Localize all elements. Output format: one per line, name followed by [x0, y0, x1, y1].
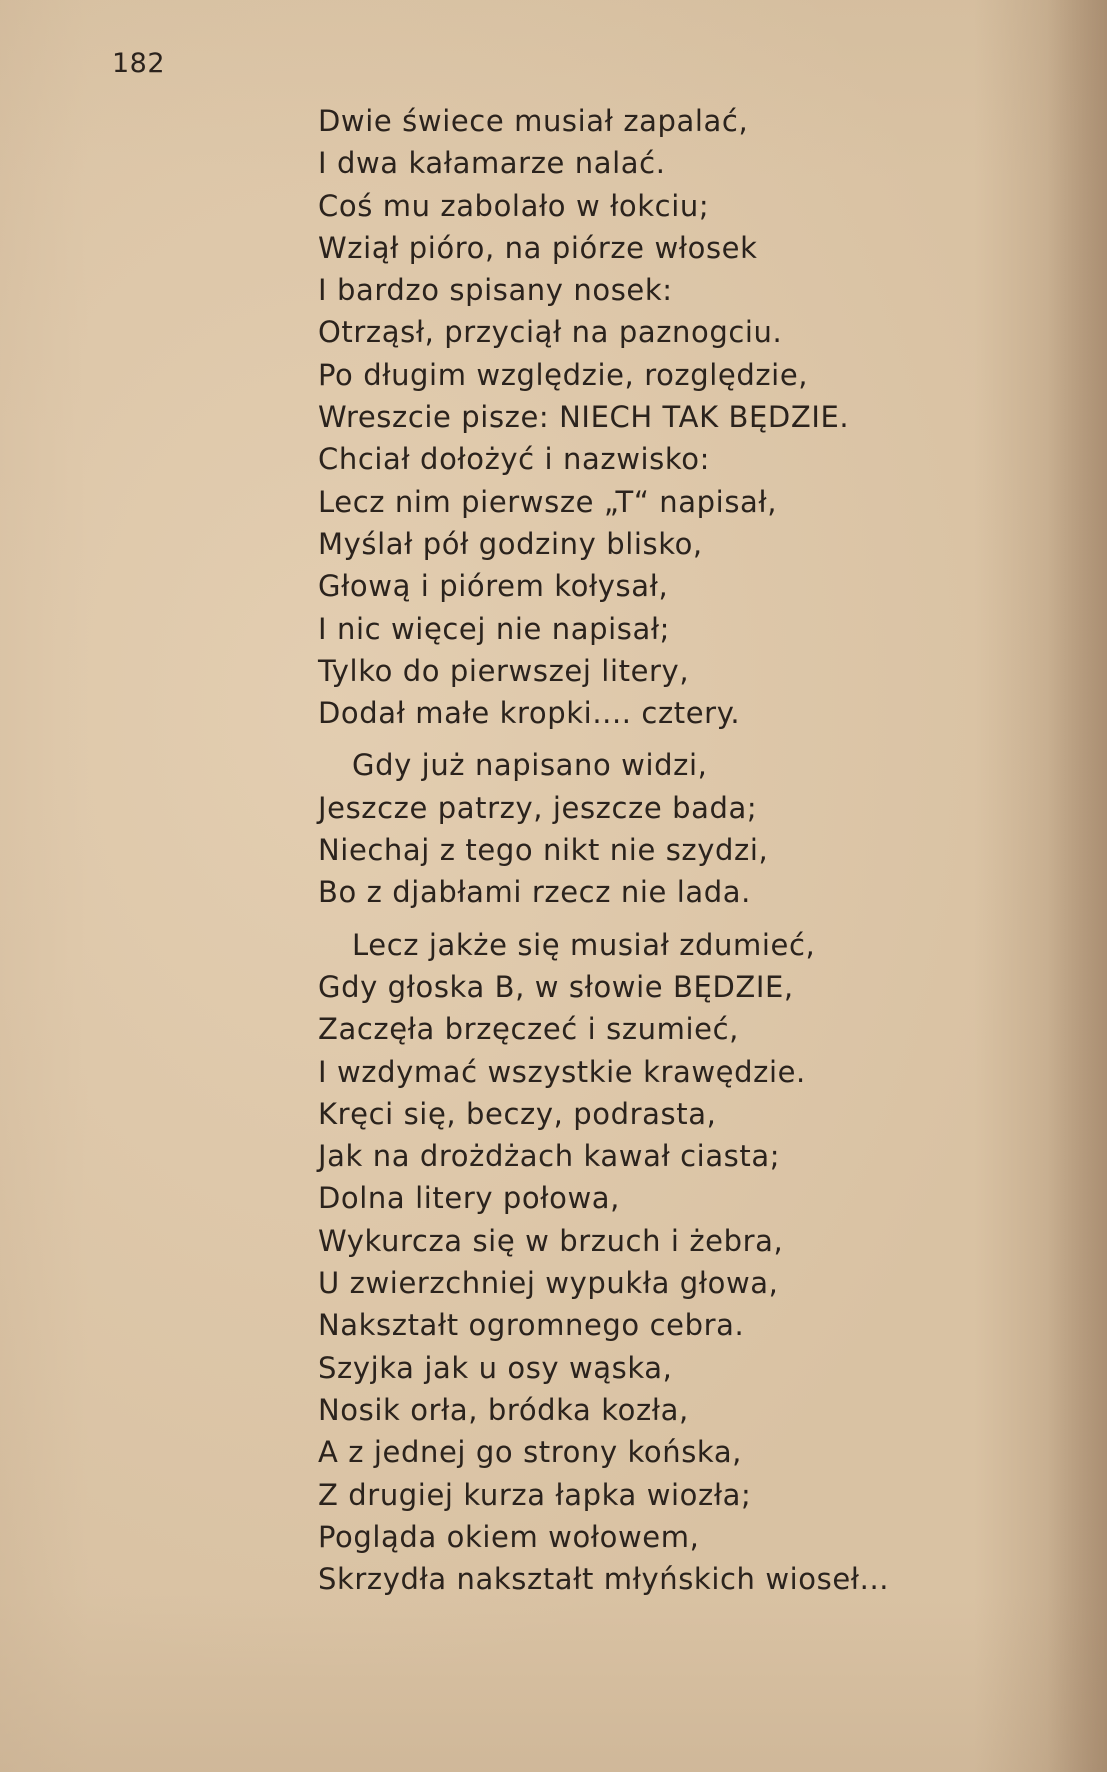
stanza-2 — [318, 744, 1058, 913]
verse-line: Niechaj z tego nikt nie szydzi, — [318, 833, 769, 868]
verse-line: Po długim względzie, rozględzie, — [318, 357, 809, 392]
verse-line: Dwie świece musiał zapalać, — [318, 104, 749, 138]
verse-line: A z jednej go strony końska, — [318, 1435, 743, 1470]
verse-line: Wziął pióro, na piórze włosek — [318, 230, 758, 265]
verse-line: Zaczęła brzęczeć i szumieć, — [318, 1012, 739, 1047]
verse-line: Wreszcie pisze: NIECH TAK BĘDZIE. — [318, 400, 850, 435]
stanza-1 — [318, 100, 1058, 734]
verse-line: Tylko do pierwszej litery, — [318, 653, 690, 688]
verse-line: Otrząsł, przyciął na paznogciu. — [318, 315, 783, 350]
poem-text — [318, 100, 1058, 1600]
verse-line: Nosik orła, bródka kozła, — [318, 1392, 689, 1427]
verse-line: Dodał małe kropki.... cztery. — [318, 696, 741, 731]
verse-line: Nakształt ogromnego cebra. — [318, 1308, 745, 1343]
verse-line: I dwa kałamarze nalać. — [318, 146, 666, 181]
verse-line: Skrzydła nakształt młyńskich wioseł... — [318, 1562, 890, 1597]
verse-line: Szyjka jak u osy wąska, — [318, 1350, 673, 1385]
verse-line: Lecz nim pierwsze „T“ napisał, — [318, 484, 778, 519]
verse-line: Gdy już napisano widzi, — [352, 748, 708, 783]
verse-line: Gdy głoska B, w słowie BĘDZIE, — [318, 969, 794, 1004]
verse-line: U zwierzchniej wypukła głowa, — [318, 1266, 779, 1301]
verse-line: Głową i piórem kołysał, — [318, 569, 669, 604]
verse-line: Jak na drożdżach kawał ciasta; — [318, 1139, 781, 1174]
verse-line: I bardzo spisany nosek: — [318, 273, 673, 308]
verse-line: Myślał pół godziny blisko, — [318, 526, 703, 561]
verse-line: Lecz jakże się musiał zdumieć, — [352, 927, 816, 962]
verse-line: Coś mu zabolało w łokciu; — [318, 188, 710, 223]
verse-line: Pogląda okiem wołowem, — [318, 1519, 700, 1554]
verse-line: Kręci się, beczy, podrasta, — [318, 1096, 717, 1131]
verse-line: Z drugiej kurza łapka wiozła; — [318, 1477, 752, 1512]
verse-line: Chciał dołożyć i nazwisko: — [318, 442, 710, 477]
verse-line: Wykurcza się w brzuch i żebra, — [318, 1223, 784, 1258]
stanza-3 — [318, 924, 1058, 1601]
verse-line: Dolna litery połowa, — [318, 1181, 620, 1216]
verse-line: Jeszcze patrzy, jeszcze bada; — [318, 790, 758, 825]
verse-line: I nic więcej nie napisał; — [318, 611, 671, 646]
verse-line: I wzdymać wszystkie krawędzie. — [318, 1054, 806, 1089]
page-number: 182 — [112, 48, 166, 79]
verse-line: Bo z djabłami rzecz nie lada. — [318, 875, 751, 910]
